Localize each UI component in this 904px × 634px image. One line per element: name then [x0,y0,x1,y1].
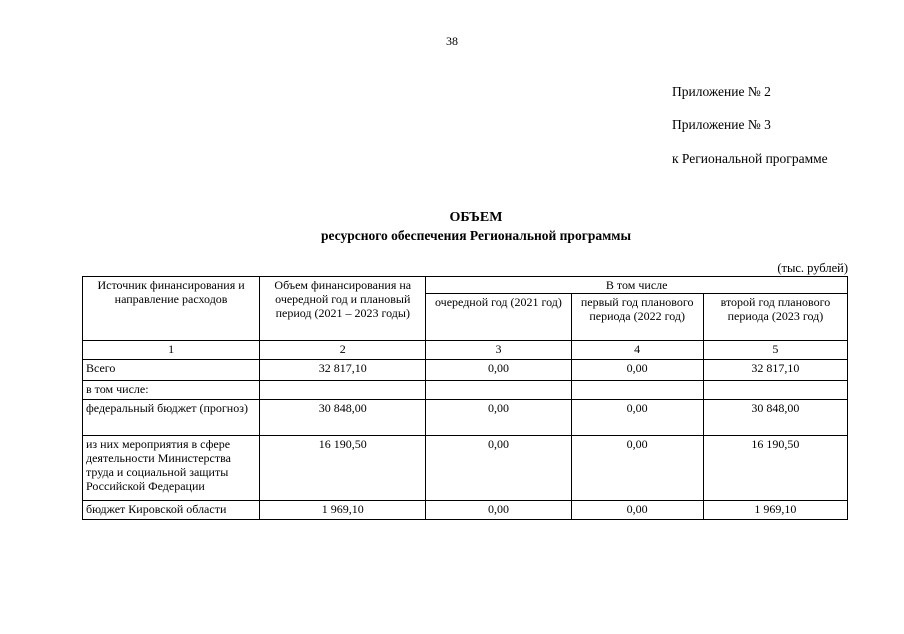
cell-2022: 0,00 [571,501,703,520]
header-2023: второй год планового периода (2023 год) [703,294,847,341]
table-header-row [83,277,848,294]
column-number: 2 [260,341,426,360]
document-subtitle: ресурсного обеспечения Региональной программы [320,228,632,243]
cell-2023: 30 848,00 [703,400,847,436]
cell-total: 16 190,50 [260,436,426,501]
cell-2021: 0,00 [426,436,571,501]
column-number: 1 [83,341,260,360]
cell-2021 [426,381,571,400]
cell-2022: 0,00 [571,360,703,381]
table-row [83,360,848,381]
header-2021: очередной год (2021 год) [426,294,571,341]
cell-2022: 0,00 [571,436,703,501]
cell-2022: 0,00 [571,400,703,436]
row-label: из них мероприятия в сфере деятельности Министерства труда и социальной защиты Российской Федерации [83,436,260,501]
cell-2023 [703,381,847,400]
header-total: Объем финансирования на очередной год и плановый период (2021 – 2023 годы) [260,277,426,341]
resource-table [82,276,848,520]
table-row [83,381,848,400]
header-source: Источник финансирования и направление расходов [83,277,260,341]
column-number: 3 [426,341,571,360]
table-row [83,501,848,520]
table-row [83,400,848,436]
attachment-line-2: Приложение № 3 [672,117,771,132]
attachment-line-1: Приложение № 2 [672,84,771,99]
cell-2023: 16 190,50 [703,436,847,501]
cell-total: 1 969,10 [260,501,426,520]
cell-2023: 1 969,10 [703,501,847,520]
cell-2021: 0,00 [426,400,571,436]
attachment-line-3: к Региональной программе [672,151,828,166]
cell-total: 32 817,10 [260,360,426,381]
row-label: Всего [83,360,260,381]
cell-2023: 32 817,10 [703,360,847,381]
row-label: в том числе: [83,381,260,400]
cell-2022 [571,381,703,400]
column-number: 4 [571,341,703,360]
cell-2021: 0,00 [426,360,571,381]
header-including: В том числе [426,277,848,294]
cell-total: 30 848,00 [260,400,426,436]
units-label: (тыс. рублей) [777,261,848,275]
cell-total [260,381,426,400]
header-2022: первый год планового периода (2022 год) [571,294,703,341]
table-row [83,436,848,501]
column-number-row [83,341,848,360]
document-title: ОБЪЕМ [449,210,503,225]
cell-2021: 0,00 [426,501,571,520]
row-label: бюджет Кировской области [83,501,260,520]
page-number: 38 [446,34,458,48]
column-number: 5 [703,341,847,360]
row-label: федеральный бюджет (прогноз) [83,400,260,436]
